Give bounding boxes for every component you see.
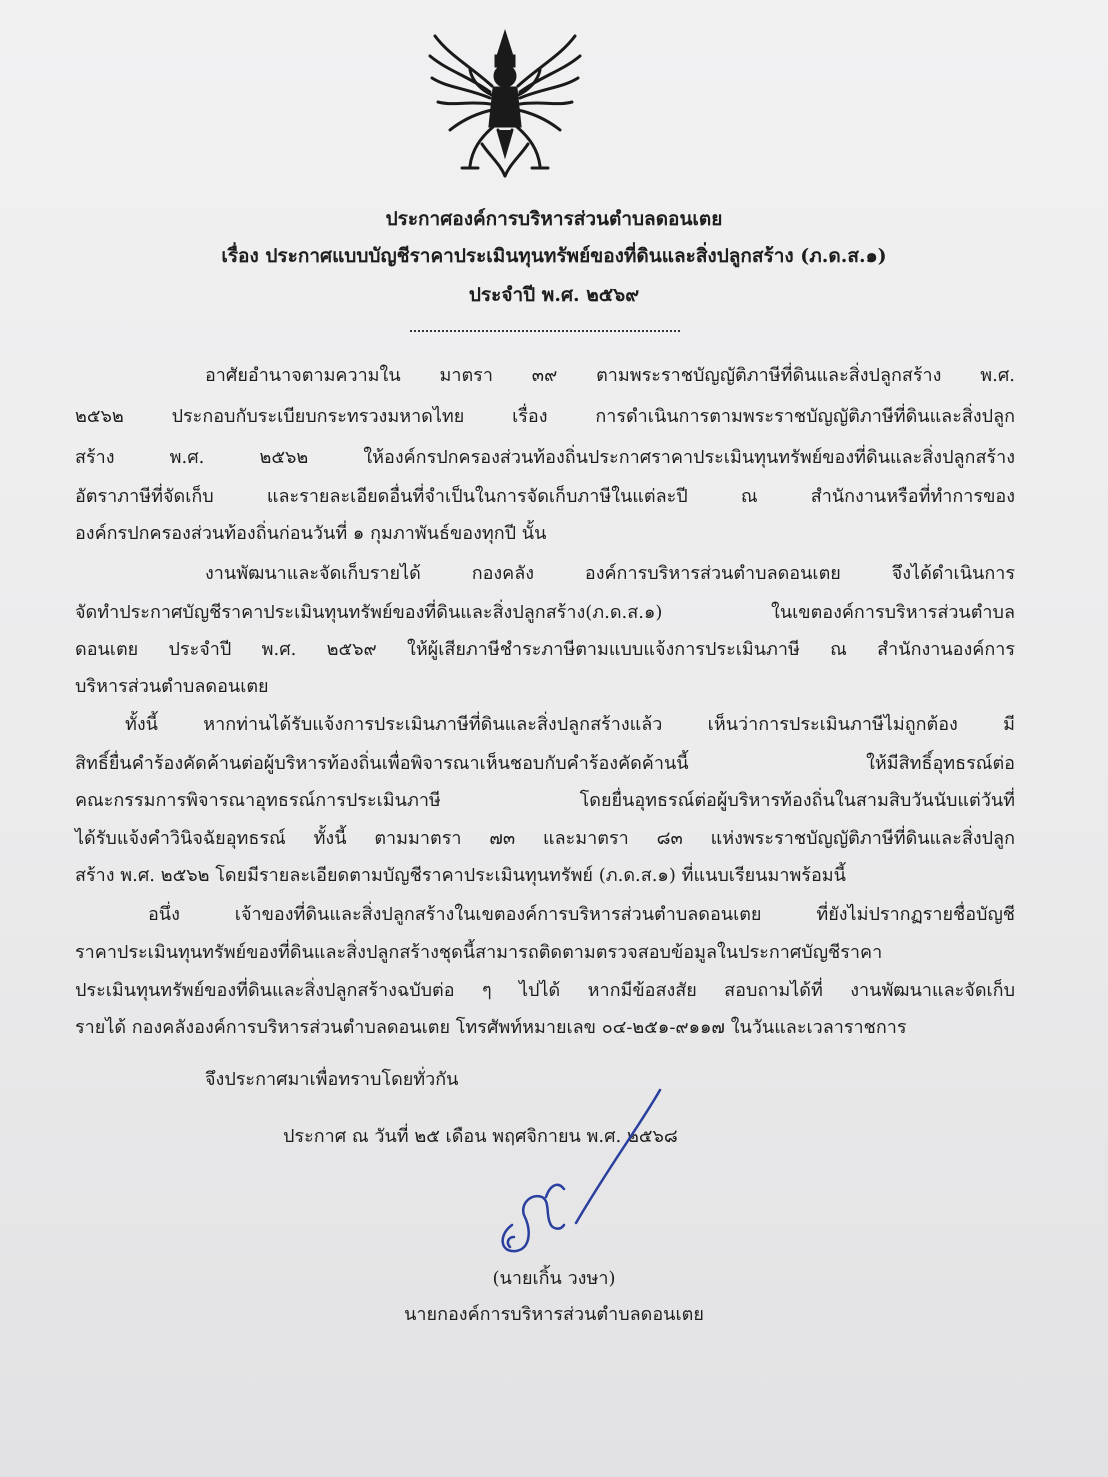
signatory-name: (นายเกิ้น วงษา) xyxy=(492,1268,616,1289)
paragraph-2-line: จัดทำประกาศบัญชีราคาประเมินทุนทรัพย์ของที่ดินและสิ่งปลูกสร้าง(ภ.ด.ส.๑) ในเขตองค์การบริหารส่วนตำบล xyxy=(75,602,1015,623)
paragraph-2-line: บริหารส่วนตำบลดอนเตย xyxy=(75,676,269,697)
paragraph-1-line: อาศัยอำนาจตามความใน มาตรา ๓๙ ตามพระราชบัญญัติภาษีที่ดินและสิ่งปลูกสร้าง พ.ศ. xyxy=(205,365,1015,386)
paragraph-3-line: สิทธิ์ยื่นคำร้องคัดค้านต่อผู้บริหารท้องถิ่นเพื่อพิจารณาเห็นชอบกับคำร้องคัดค้านนี้ ให้มีสิทธิ์อุทธรณ์ต่อ xyxy=(75,753,1015,774)
paragraph-4-line: รายได้ กองคลังองค์การบริหารส่วนตำบลดอนเตย โทรศัพท์หมายเลข ๐๔-๒๕๑-๙๑๑๗ ในวันและเวลาราชการ xyxy=(75,1017,907,1038)
paragraph-3-line: ได้รับแจ้งคำวินิจฉัยอุทธรณ์ ทั้งนี้ ตามมาตรา ๗๓ และมาตรา ๘๓ แห่งพระราชบัญญัติภาษีที่ดินและสิ่งปลูก xyxy=(75,828,1015,849)
paragraph-1-line: อัตราภาษีที่จัดเก็บ และรายละเอียดอื่นที่จำเป็นในการจัดเก็บภาษีในแต่ละปี ณ สำนักงานหรือที่ทำการของ xyxy=(75,486,1015,507)
paragraph-2-line: งานพัฒนาและจัดเก็บรายได้ กองคลัง องค์การบริหารส่วนตำบลดอนเตย จึงได้ดำเนินการ xyxy=(205,563,1015,584)
signature-icon xyxy=(480,1085,670,1270)
paragraph-1-line: ๒๕๖๒ ประกอบกับระเบียบกระทรวงมหาดไทย เรื่อง การดำเนินการตามพระราชบัญญัติภาษีที่ดินและสิ่งปลูก xyxy=(75,406,1015,427)
paragraph-2-line: ดอนเตย ประจำปี พ.ศ. ๒๕๖๙ ให้ผู้เสียภาษีชำระภาษีตามแบบแจ้งการประเมินภาษี ณ สำนักงานองค์การ xyxy=(75,639,1015,660)
closing-statement: จึงประกาศมาเพื่อทราบโดยทั่วกัน xyxy=(205,1069,459,1090)
paragraph-3-line: คณะกรรมการพิจารณาอุทธรณ์การประเมินภาษี โดยยื่นอุทธรณ์ต่อผู้บริหารท้องถิ่นในสามสิบวันนับแต่วันที่ xyxy=(75,790,1015,811)
signatory-position: นายกองค์การบริหารส่วนตำบลดอนเตย xyxy=(404,1304,704,1325)
announcement-subject: เรื่อง ประกาศแบบบัญชีราคาประเมินทุนทรัพย์ของที่ดินและสิ่งปลูกสร้าง (ภ.ด.ส.๑) xyxy=(221,245,887,267)
paragraph-4-line: ราคาประเมินทุนทรัพย์ของที่ดินและสิ่งปลูกสร้างชุดนี้สามารถติดตามตรวจสอบข้อมูลในประกาศบัญชีราคา xyxy=(75,942,883,963)
announcement-year: ประจำปี พ.ศ. ๒๕๖๙ xyxy=(468,284,640,306)
paragraph-3-line: สร้าง พ.ศ. ๒๕๖๒ โดยมีรายละเอียดตามบัญชีราคาประเมินทุนทรัพย์ (ภ.ด.ส.๑) ที่แนบเรียนมาพร้อมนี้ xyxy=(75,865,846,886)
paragraph-3-line: ทั้งนี้ หากท่านได้รับแจ้งการประเมินภาษีที่ดินและสิ่งปลูกสร้างแล้ว เห็นว่าการประเมินภาษีไม่ถูกต้อง มี xyxy=(125,714,1015,735)
paragraph-4-line: อนึ่ง เจ้าของที่ดินและสิ่งปลูกสร้างในเขตองค์การบริหารส่วนตำบลดอนเตย ที่ยังไม่ปรากฏรายชื่อบัญชี xyxy=(148,904,1015,925)
announcement-date: ประกาศ ณ วันที่ ๒๕ เดือน พฤศจิกายน พ.ศ. ๒๕๖๘ xyxy=(283,1126,678,1147)
paragraph-1-line: สร้าง พ.ศ. ๒๕๖๒ ให้องค์กรปกครองส่วนท้องถิ่นประกาศราคาประเมินทุนทรัพย์ของที่ดินและสิ่งปลูกสร้าง xyxy=(75,447,1015,468)
header-divider xyxy=(410,330,680,332)
paragraph-1-line: องค์กรปกครองส่วนท้องถิ่นก่อนวันที่ ๑ กุมภาพันธ์ของทุกปี นั้น xyxy=(75,523,547,544)
garuda-emblem-icon xyxy=(420,26,590,186)
paragraph-4-line: ประเมินทุนทรัพย์ของที่ดินและสิ่งปลูกสร้างฉบับต่อ ๆ ไปได้ หากมีข้อสงสัย สอบถามได้ที่ งานพัฒนาและจัดเก็บ xyxy=(75,980,1015,1001)
announcement-heading: ประกาศองค์การบริหารส่วนตำบลดอนเตย xyxy=(385,208,723,230)
